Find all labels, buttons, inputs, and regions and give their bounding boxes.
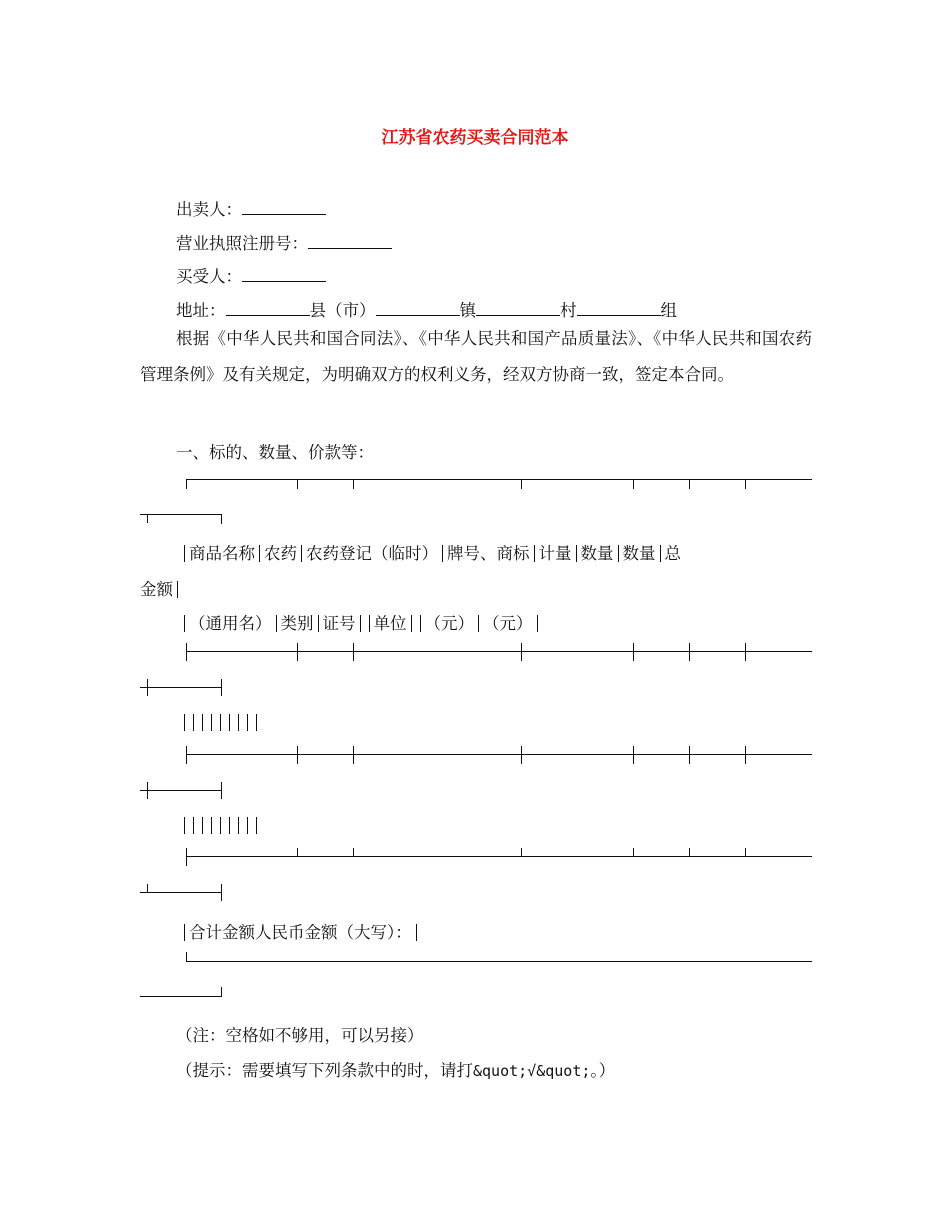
table-row [140, 713, 848, 732]
buyer-line [140, 263, 848, 287]
table-row [140, 816, 848, 835]
group-blank[interactable] [577, 301, 661, 316]
town-blank[interactable] [376, 301, 460, 316]
table-header-row-wrap [140, 576, 812, 600]
column-divider [184, 714, 185, 731]
seller-blank[interactable] [242, 200, 326, 215]
column-divider [202, 714, 203, 731]
header-cell: 计量 [538, 544, 572, 563]
column-divider [220, 817, 221, 834]
header-cell: 牌号、商标 [447, 544, 530, 563]
column-divider [660, 545, 661, 562]
column-divider [256, 714, 257, 731]
table-header-row [140, 610, 848, 634]
table-separator-tick [353, 643, 354, 661]
table-top-rule [186, 479, 812, 480]
column-divider [301, 545, 302, 562]
column-divider [259, 545, 260, 562]
column-divider [416, 924, 417, 941]
header-cell: （元） [424, 614, 474, 633]
document-title: 江苏省农药买卖合同范本 [381, 128, 569, 148]
column-divider [318, 615, 319, 632]
table-separator-rule-wrap [140, 892, 222, 893]
table-separator-tick [353, 746, 354, 764]
header-cell: 单位 [373, 614, 407, 633]
address-label: 地址： [176, 301, 226, 320]
header-cell: 证号 [322, 614, 356, 633]
header-cell: 商品名称 [189, 544, 255, 563]
address-line [140, 297, 848, 321]
table-separator-tick [186, 746, 187, 764]
license-blank[interactable] [308, 234, 392, 249]
table-top-rule-wrap [140, 514, 222, 515]
column-divider [238, 817, 239, 834]
table-total-row [140, 919, 848, 943]
column-divider [211, 714, 212, 731]
column-divider [202, 817, 203, 834]
column-divider [238, 714, 239, 731]
table-separator-tick [147, 884, 148, 893]
column-divider [534, 545, 535, 562]
table-separator-rule-wrap [140, 687, 222, 688]
column-divider [247, 817, 248, 834]
seller-line [140, 196, 848, 220]
table-top-tick [221, 514, 222, 524]
license-label: 营业执照注册号： [176, 234, 308, 253]
table-separator-tick [147, 679, 148, 696]
column-divider [369, 615, 370, 632]
table-separator-tick [633, 643, 634, 661]
column-divider [211, 817, 212, 834]
table-top-tick [147, 514, 148, 523]
county-blank[interactable] [226, 301, 310, 316]
table-separator-tick [521, 746, 522, 764]
hint-suffix: 。） [590, 1061, 616, 1080]
table-separator-tick [745, 746, 746, 764]
table-separator-tick [745, 848, 746, 857]
table-separator-rule [186, 754, 812, 755]
table-separator-tick [689, 746, 690, 764]
header-cell: 农药登记（临时） [306, 544, 438, 563]
table-header-row [140, 540, 848, 564]
table-separator-tick [221, 679, 222, 696]
column-divider [184, 817, 185, 834]
address-group: 组 [660, 301, 677, 320]
table-separator-tick [745, 643, 746, 661]
section-heading: 一、标的、数量、价款等： [176, 443, 374, 462]
column-divider [247, 714, 248, 731]
buyer-blank[interactable] [242, 267, 326, 282]
table-top-tick [186, 479, 187, 489]
column-divider [256, 817, 257, 834]
buyer-label: 买受人： [176, 267, 242, 286]
column-divider [576, 545, 577, 562]
header-cell: 数量 [622, 544, 656, 563]
table-bottom-rule-wrap [140, 996, 222, 997]
table-separator-tick [689, 848, 690, 857]
column-divider [184, 924, 185, 941]
table-separator-tick [221, 884, 222, 901]
column-divider [184, 615, 185, 632]
note-line: （注：空格如不够用，可以另接） [176, 1026, 424, 1045]
column-divider [229, 714, 230, 731]
header-cell: 农药 [264, 544, 297, 563]
column-divider [177, 581, 178, 598]
table-top-tick [633, 479, 634, 489]
table-separator-tick [521, 643, 522, 661]
table-separator-tick [521, 848, 522, 857]
intro-paragraph: 根据《中华人民共和国合同法》、《中华人民共和国产品质量法》、《中华人民共和国农药管理条例》及有关规定，为明确双方的权利义务，经双方协商一致，签定本合同。 [140, 329, 812, 384]
column-divider [193, 714, 194, 731]
table-top-tick [521, 479, 522, 489]
table-separator-tick [297, 643, 298, 661]
hint-code: &quot;√&quot; [473, 1062, 591, 1080]
table-top-tick [745, 479, 746, 489]
table-separator-rule [186, 651, 812, 652]
hint-prefix: （提示：需要填写下列条款中的时，请打 [176, 1061, 473, 1080]
column-divider [220, 714, 221, 731]
table-separator-tick [186, 643, 187, 661]
table-bottom-tick [221, 987, 222, 997]
header-cell: 总 [664, 544, 681, 563]
table-separator-tick [186, 848, 187, 866]
table-separator-tick [353, 848, 354, 857]
license-line [140, 230, 848, 254]
hint-line [140, 1057, 848, 1081]
seller-label: 出卖人： [176, 200, 242, 219]
table-separator-tick [689, 643, 690, 661]
header-cell: （元） [483, 614, 533, 633]
header-cell: 金额 [140, 580, 173, 599]
table-bottom-tick [186, 952, 187, 962]
column-divider [276, 615, 277, 632]
column-divider [420, 615, 421, 632]
column-divider [184, 545, 185, 562]
table-separator-tick [221, 782, 222, 799]
table-separator-tick [147, 782, 148, 799]
total-amount-label: 合计金额人民币金额（大写）： [189, 923, 412, 942]
column-divider [537, 615, 538, 632]
table-separator-tick [633, 746, 634, 764]
address-county: 县（市） [309, 301, 376, 320]
table-top-tick [353, 479, 354, 489]
column-divider [360, 615, 361, 632]
table-bottom-rule [186, 961, 812, 962]
table-separator-tick [297, 746, 298, 764]
column-divider [193, 817, 194, 834]
column-divider [478, 615, 479, 632]
header-cell: （通用名） [189, 614, 272, 633]
column-divider [618, 545, 619, 562]
table-separator-tick [297, 848, 298, 857]
column-divider [411, 615, 412, 632]
table-top-tick [297, 479, 298, 489]
village-blank[interactable] [476, 301, 560, 316]
address-village: 村 [560, 301, 577, 320]
table-separator-rule-wrap [140, 790, 222, 791]
column-divider [229, 817, 230, 834]
table-separator-tick [633, 848, 634, 857]
table-separator-rule [186, 856, 812, 857]
header-cell: 数量 [580, 544, 614, 563]
column-divider [442, 545, 443, 562]
table-top-tick [689, 479, 690, 489]
address-town: 镇 [459, 301, 476, 320]
header-cell: 类别 [280, 614, 314, 633]
